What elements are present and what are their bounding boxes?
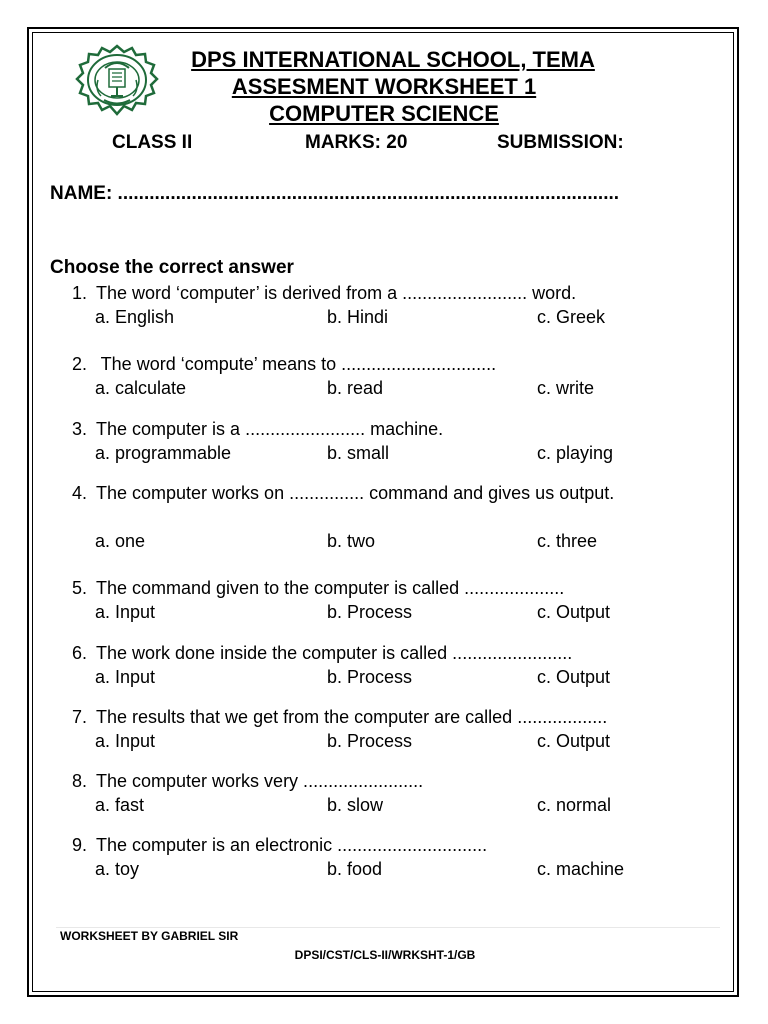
option-b: b. food	[327, 859, 383, 879]
question-text: The word ‘computer’ is derived from a ......................... word.	[96, 283, 577, 303]
option-a: a. programmable	[95, 443, 232, 463]
question-text: The computer works on ............... command and gives us output.	[96, 483, 615, 503]
option-a: a. English	[95, 307, 175, 327]
option-a: a. one	[95, 531, 146, 551]
option-a: a. calculate	[95, 378, 187, 398]
option-b: b. Process	[327, 667, 413, 687]
option-c: c. Greek	[537, 307, 606, 327]
question-number: 6.	[72, 643, 88, 663]
option-a: a. Input	[95, 602, 156, 622]
option-c: c. three	[537, 531, 598, 551]
option-a: a. Input	[95, 667, 156, 687]
question-text: The word ‘compute’ means to ...............................	[96, 354, 497, 374]
worksheet-title: ASSESMENT WORKSHEET 1	[231, 74, 537, 99]
question-text: The command given to the computer is called ....................	[96, 578, 565, 598]
question-number: 7.	[72, 707, 88, 727]
option-c: c. Output	[537, 602, 611, 622]
question-number: 9.	[72, 835, 88, 855]
option-c: c. Output	[537, 667, 611, 687]
option-c: c. write	[537, 378, 595, 398]
option-c: c. Output	[537, 731, 611, 751]
footer-divider	[56, 927, 720, 928]
question-number: 8.	[72, 771, 88, 791]
question-text: The computer is a ........................ machine.	[96, 419, 444, 439]
footer-author: WORKSHEET BY GABRIEL SIR	[60, 929, 239, 943]
question-text: The work done inside the computer is called ........................	[96, 643, 573, 663]
question-number: 4.	[72, 483, 88, 503]
question-text: The results that we get from the computer are called ..................	[96, 707, 608, 727]
question-number: 1.	[72, 283, 88, 303]
marks-label: MARKS: 20	[305, 132, 408, 153]
question-number: 5.	[72, 578, 88, 598]
question-number: 3.	[72, 419, 88, 439]
submission-label: SUBMISSION:	[497, 132, 624, 153]
school-name: DPS INTERNATIONAL SCHOOL, TEMA	[191, 47, 595, 72]
option-b: b. small	[327, 443, 390, 463]
subject-title: COMPUTER SCIENCE	[269, 101, 499, 126]
class-label: CLASS II	[112, 132, 193, 153]
section-heading: Choose the correct answer	[50, 257, 294, 278]
option-c: c. normal	[537, 795, 612, 815]
option-c: c. machine	[537, 859, 625, 879]
option-b: b. read	[327, 378, 384, 398]
option-b: b. Hindi	[327, 307, 389, 327]
option-c: c. playing	[537, 443, 614, 463]
option-b: b. slow	[327, 795, 384, 815]
option-b: b. Process	[327, 602, 413, 622]
option-a: a. Input	[95, 731, 156, 751]
option-b: b. Process	[327, 731, 413, 751]
question-text: The computer is an electronic ..............................	[96, 835, 488, 855]
option-a: a. toy	[95, 859, 140, 879]
question-text: The computer works very ........................	[96, 771, 424, 791]
option-a: a. fast	[95, 795, 145, 815]
name-field-line[interactable]: NAME: ...............................................................................................	[50, 183, 620, 204]
option-b: b. two	[327, 531, 376, 551]
footer-code: DPSI/CST/CLS-II/WRKSHT-1/GB	[294, 948, 476, 962]
question-number: 2.	[72, 354, 88, 374]
